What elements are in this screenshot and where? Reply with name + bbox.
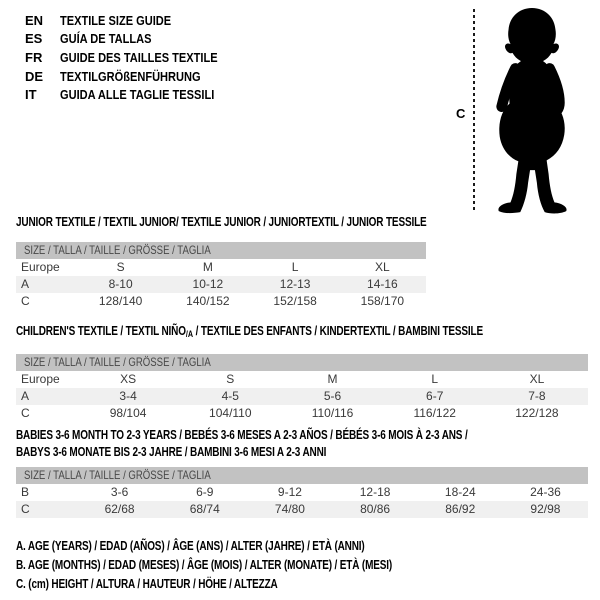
language-row-de (25, 67, 245, 86)
age-cell: 10-12 (192, 277, 224, 291)
size-header-text: SIZE / TALLA / TAILLE / GRÖSSE / TAGLIA (24, 355, 211, 369)
size-cell: M (327, 372, 338, 386)
table-row-height (16, 501, 588, 518)
age-cell: 4-5 (221, 389, 239, 403)
language-code: IT (25, 87, 37, 103)
age-cell: 3-4 (119, 389, 137, 403)
height-measure-label: C (456, 106, 466, 121)
size-cell: S (116, 260, 125, 274)
size-header-text: SIZE / TALLA / TAILLE / GRÖSSE / TAGLIA (24, 468, 211, 482)
height-cell: 74/80 (274, 502, 305, 516)
age-cell: 14-16 (367, 277, 398, 291)
height-cell: 152/158 (273, 294, 317, 308)
height-cell: 98/104 (109, 406, 147, 420)
language-title-list (25, 11, 245, 104)
height-cell: 110/116 (311, 406, 354, 420)
title-subscript: /A (185, 329, 194, 339)
table-row-height (16, 293, 426, 310)
height-cell: 158/170 (360, 294, 405, 308)
children-table-title (16, 324, 483, 341)
guide-title-it: GUIDA ALLE TAGLIE TESSILI (60, 87, 215, 103)
size-cell: L (291, 260, 299, 274)
size-cell: L (431, 372, 439, 386)
row-label: A (21, 277, 30, 291)
height-cell: 128/140 (98, 294, 143, 308)
height-cell: 80/86 (360, 502, 391, 516)
table-row-age (16, 388, 588, 405)
size-cell: XL (529, 372, 545, 386)
age-cell: 6-7 (426, 389, 444, 403)
legend-age-months: B. AGE (MONTHS) / EDAD (MESES) / ÂGE (MOIS) / ALTER (MONATE) / ETÀ (MESI) (16, 557, 393, 572)
measure-legend (16, 537, 486, 593)
toddler-silhouette (482, 6, 582, 216)
babies-size-table (16, 427, 588, 518)
age-cell: 12-13 (279, 277, 311, 291)
row-label: Europe (21, 260, 60, 274)
height-cell: 122/128 (515, 406, 559, 420)
title-part: CHILDREN'S TEXTILE / TEXTIL NIÑO (16, 324, 186, 338)
language-code: FR (25, 49, 43, 65)
size-header-bar (16, 354, 588, 371)
height-cell: 68/74 (189, 502, 220, 516)
language-code: EN (25, 12, 44, 28)
height-cell: 140/152 (186, 294, 230, 308)
babies-table-title-line1: BABIES 3-6 MONTH TO 2-3 YEARS / BEBÉS 3-6 MESES A 2-3 AÑOS / BÉBÉS 3-6 MOIS À 2-3 ANS / (16, 428, 468, 442)
guide-title-en: TEXTILE SIZE GUIDE (60, 12, 172, 28)
language-row-en (25, 11, 245, 30)
size-cell: XS (120, 372, 137, 386)
language-code: ES (25, 31, 43, 47)
children-size-table (16, 324, 588, 422)
legend-age-years: A. AGE (YEARS) / EDAD (AÑOS) / ÂGE (ANS) / ALTER (JAHRE) / ETÀ (ANNI) (16, 539, 365, 553)
table-row-age (16, 276, 426, 293)
size-header-bar (16, 467, 588, 484)
size-header-text: SIZE / TALLA / TAILLE / GRÖSSE / TAGLIA (24, 243, 211, 257)
age-cell: 7-8 (528, 389, 546, 403)
table-row-europe (16, 371, 588, 388)
age-cell: 9-12 (277, 485, 302, 499)
height-cell: 116/122 (413, 406, 456, 420)
row-label: C (21, 502, 30, 516)
age-cell: 8-10 (108, 277, 133, 291)
language-row-fr (25, 48, 245, 67)
height-cell: 104/110 (209, 406, 252, 420)
table-row-europe (16, 259, 426, 276)
title-part: / TEXTILE DES ENFANTS / KINDERTEXTIL / BAMBINI TESSILE (193, 324, 483, 338)
junior-table-title: JUNIOR TEXTILE / TEXTIL JUNIOR/ TEXTILE JUNIOR / JUNIORTEXTIL / JUNIOR TESSILE (16, 215, 427, 229)
guide-title-fr: GUIDE DES TAILLES TEXTILE (60, 49, 218, 65)
language-row-it (25, 85, 245, 104)
junior-size-table (16, 215, 426, 310)
row-label: B (21, 485, 30, 499)
guide-title-es: GUÍA DE TALLAS (60, 31, 152, 47)
row-label: Europe (21, 372, 60, 386)
row-label: C (21, 406, 30, 420)
age-cell: 6-9 (196, 485, 214, 499)
size-header-bar (16, 242, 426, 259)
table-row-age-months (16, 484, 588, 501)
row-label: C (21, 294, 30, 308)
age-cell: 5-6 (323, 389, 342, 403)
age-cell: 12-18 (359, 485, 391, 499)
guide-title-de: TEXTILGRÖßENFÜHRUNG (60, 68, 201, 84)
age-cell: 18-24 (444, 485, 476, 499)
language-code: DE (25, 68, 44, 84)
babies-table-title-line2: BABYS 3-6 MONATE BIS 2-3 JAHRE / BAMBINI 3-6 MESI A 2-3 ANNI (16, 445, 327, 459)
age-cell: 3-6 (110, 485, 129, 499)
height-cell: 92/98 (530, 502, 561, 516)
height-measure-dotted-line (473, 9, 475, 213)
table-row-height (16, 405, 588, 422)
size-cell: XL (375, 260, 390, 274)
legend-height: C. (cm) HEIGHT / ALTURA / HAUTEUR / HÖHE / ALTEZZA (16, 576, 278, 591)
size-cell: M (202, 260, 213, 274)
row-label: A (21, 389, 30, 403)
age-cell: 24-36 (530, 485, 561, 499)
height-cell: 62/68 (104, 502, 135, 516)
size-cell: S (226, 372, 235, 386)
language-row-es (25, 30, 245, 49)
height-cell: 86/92 (445, 502, 476, 516)
